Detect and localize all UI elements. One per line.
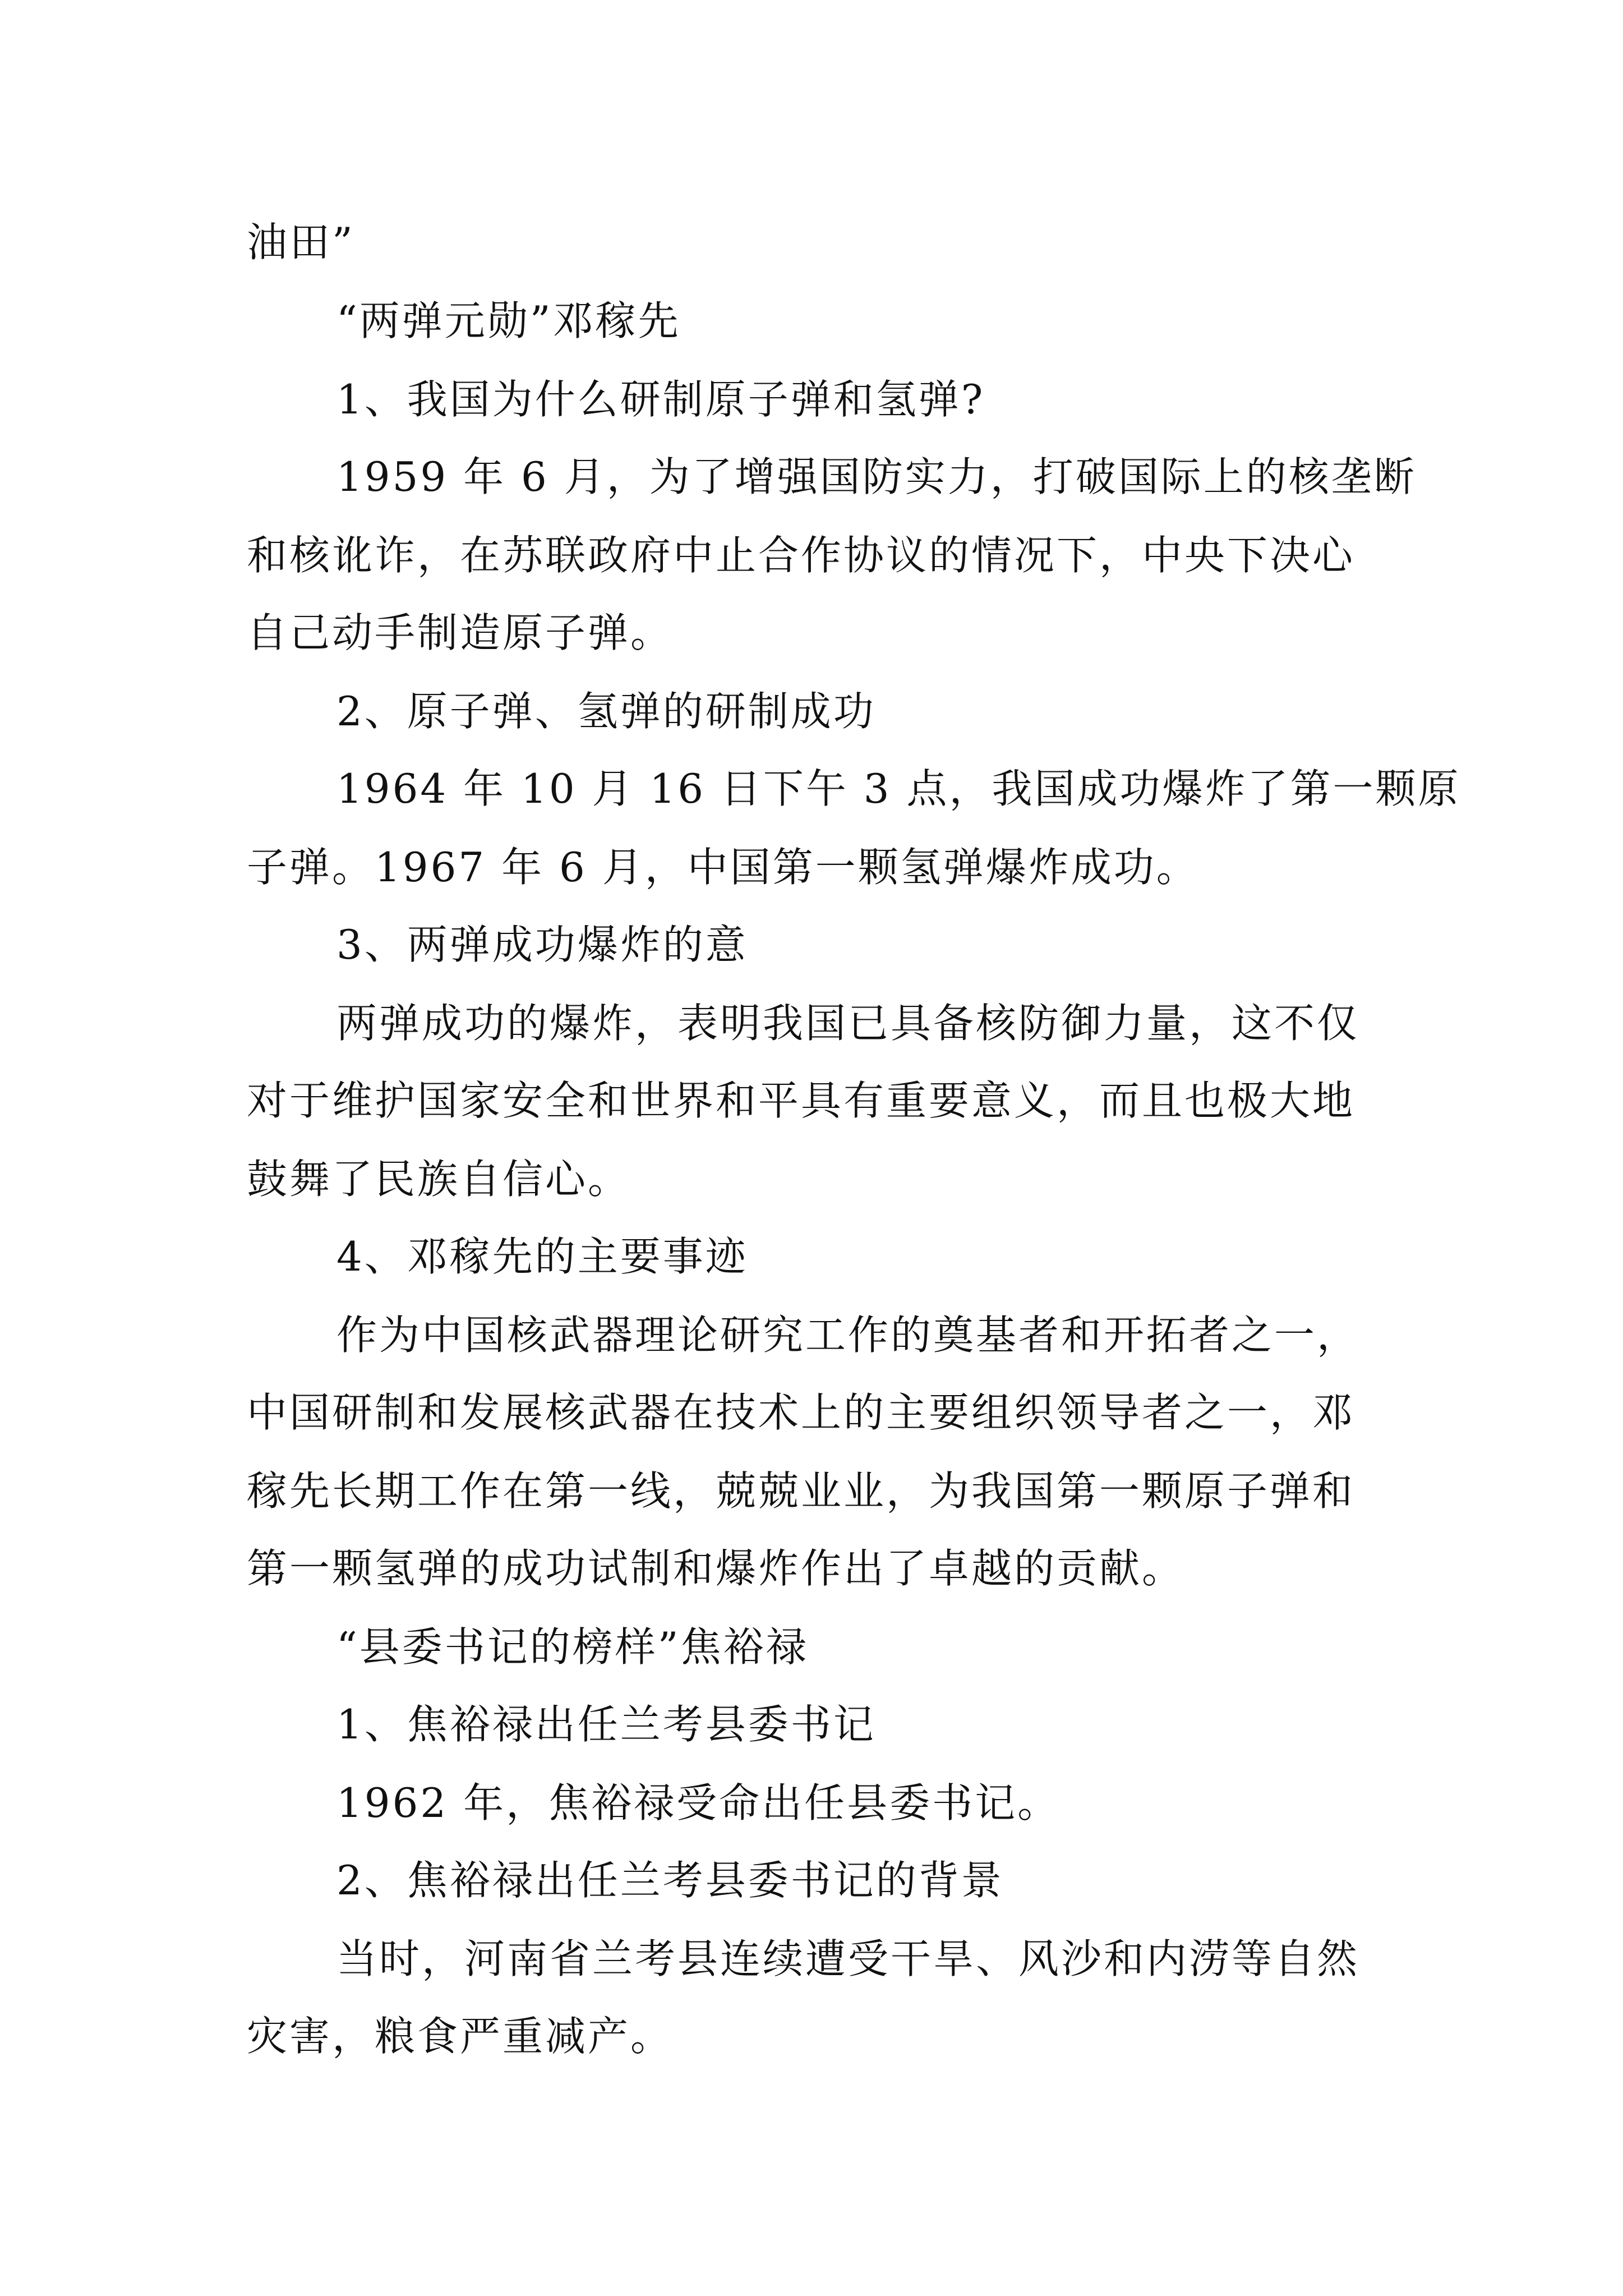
text-line-22: 2、焦裕禄出任兰考县委书记的背景 <box>336 1857 1004 1904</box>
text-line-20: 1、焦裕禄出任兰考县委书记 <box>336 1701 876 1748</box>
section-heading-jiao-yulu: “县委书记的榜样”焦裕禄 <box>336 1623 809 1671</box>
text-line-6: 自己动手制造原子弹。 <box>247 609 674 656</box>
section-heading-deng-jiaxian: “两弹元勋”邓稼先 <box>336 297 681 344</box>
text-line-7: 2、原子弹、氢弹的研制成功 <box>336 688 876 735</box>
text-line-5: 和核讹诈，在苏联政府中止合作协议的情况下，中央下决心 <box>247 532 1355 579</box>
text-line-24: 灾害，粮食严重减产。 <box>247 2013 674 2060</box>
text-line-18: 第一颗氢弹的成功试制和爆炸作出了卓越的贡献。 <box>247 1545 1185 1592</box>
text-line-23: 当时，河南省兰考县连续遭受干旱、风沙和内涝等自然 <box>336 1935 1360 1982</box>
text-line-4: 1959 年 6 月，为了增强国防实力，打破国际上的核垄断 <box>336 453 1417 500</box>
text-line-1: 油田” <box>247 219 355 266</box>
text-line-3: 1、我国为什么研制原子弹和氢弹? <box>336 376 985 423</box>
text-line-8: 1964 年 10 月 16 日下午 3 点，我国成功爆炸了第一颗原 <box>336 765 1461 812</box>
text-line-14: 4、邓稼先的主要事迹 <box>336 1233 748 1280</box>
text-line-9: 子弹。1967 年 6 月，中国第一颗氢弹爆炸成功。 <box>247 844 1199 891</box>
text-line-21: 1962 年，焦裕禄受命出任县委书记。 <box>336 1779 1061 1826</box>
text-line-11: 两弹成功的爆炸，表明我国已具备核防御力量，这不仅 <box>336 1000 1360 1047</box>
text-line-12: 对于维护国家安全和世界和平具有重要意义，而且也极大地 <box>247 1077 1355 1124</box>
text-line-15: 作为中国核武器理论研究工作的奠基者和开拓者之一， <box>336 1312 1360 1359</box>
text-line-13: 鼓舞了民族自信心。 <box>247 1156 631 1203</box>
text-line-17: 稼先长期工作在第一线，兢兢业业，为我国第一颗原子弹和 <box>247 1467 1355 1515</box>
text-line-16: 中国研制和发展核武器在技术上的主要组织领导者之一，邓 <box>247 1389 1355 1436</box>
text-line-10: 3、两弹成功爆炸的意 <box>336 921 748 968</box>
